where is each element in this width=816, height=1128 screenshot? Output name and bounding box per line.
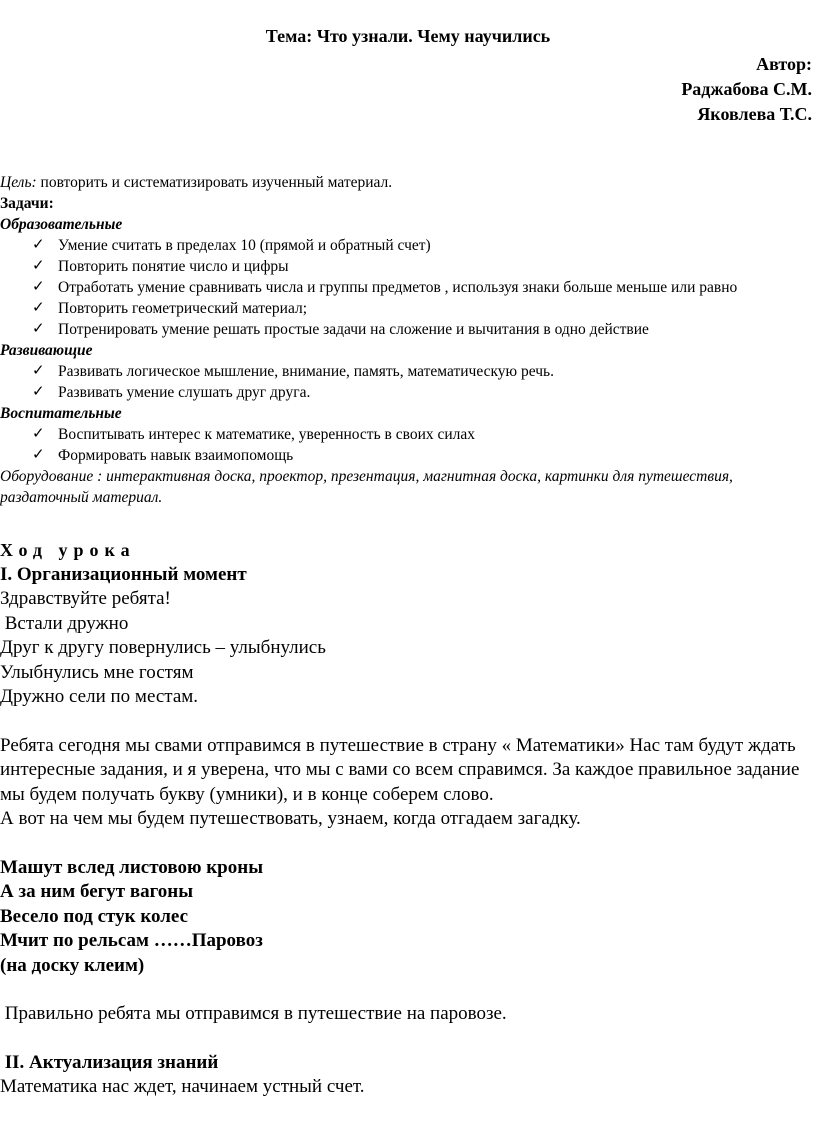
checkmark-icon: ✓: [32, 426, 45, 442]
greeting-line: Дружно сели по местам.: [0, 686, 199, 707]
list-item: ✓ Развивать умение слушать друг друга.: [32, 384, 311, 401]
part2-line: Математика нас ждет, начинаем устный счет.: [0, 1076, 365, 1097]
checkmark-icon: ✓: [32, 300, 45, 316]
developmental-task-list: [0, 361, 810, 403]
checkmark-icon: ✓: [32, 447, 45, 463]
greeting-line: Друг к другу повернулись – улыбнулись: [0, 637, 326, 658]
author-name: Раджабова С.М.: [681, 79, 812, 99]
part1-heading: I. Организационный момент: [0, 563, 247, 585]
riddle-line: Машут вслед листовою кроны: [0, 856, 264, 878]
intro-paragraph: Ребята сегодня мы свами отправимся в путешествие в страну « Математики» Нас там будут ждать интересные задания, и я уверена, что мы с вами со всем справимся. За каждое правильное задание мы будем получать букву (умники), и в конце соберем слово.: [0, 734, 800, 805]
goal-line: [0, 172, 810, 193]
section-heading-upbringing: Воспитательные: [0, 405, 122, 422]
lesson-title: Тема: Что узнали. Чему научились: [265, 26, 551, 46]
riddle-line: (на доску клеим): [0, 954, 145, 976]
list-item: ✓ Воспитывать интерес к математике, уверенность в своих силах: [32, 426, 476, 443]
riddle-line: Мчит по рельсам ……Паровоз: [0, 930, 263, 951]
section-heading-developmental: Развивающие: [0, 342, 93, 359]
list-item: ✓ Повторить понятие число и цифры: [32, 258, 289, 275]
list-item: ✓ Отработать умение сравнивать числа и группы предметов , используя знаки больше меньше или равно: [32, 279, 738, 296]
goal-text: повторить и систематизировать изученный материал.: [36, 174, 393, 191]
checkmark-icon: ✓: [32, 258, 45, 274]
checkmark-icon: ✓: [32, 237, 45, 253]
greeting-line: Улыбнулись мне гостям: [0, 661, 194, 683]
part2-heading: II. Актуализация знаний: [0, 1051, 219, 1073]
list-item: ✓ Формировать навык взаимопомощь: [32, 447, 294, 464]
educational-task-list: [0, 235, 810, 340]
greeting-line: Здравствуйте ребята!: [0, 588, 171, 609]
checkmark-icon: ✓: [32, 363, 45, 379]
author-label: Автор:: [756, 54, 812, 74]
riddle-intro: А вот на чем мы будем путешествовать, узнаем, когда отгадаем загадку.: [0, 808, 581, 829]
checkmark-icon: ✓: [32, 321, 45, 337]
lesson-body: [0, 538, 810, 1100]
section-heading-educational: Образовательные: [0, 216, 123, 233]
riddle-line: А за ним бегут вагоны: [0, 881, 194, 902]
lesson-heading: Ход урока: [0, 540, 136, 560]
list-item: ✓ Повторить геометрический материал;: [32, 300, 308, 317]
checkmark-icon: ✓: [32, 279, 45, 295]
equipment-text: Оборудование : интерактивная доска, проектор, презентация, магнитная доска, картинки для путешествия, раздаточный материал.: [0, 468, 733, 506]
goals-block: [0, 172, 810, 508]
checkmark-icon: ✓: [32, 384, 45, 400]
upbringing-task-list: [0, 424, 810, 466]
tasks-label: Задачи:: [0, 195, 54, 212]
list-item: ✓ Развивать логическое мышление, внимание, память, математическую речь.: [32, 363, 554, 380]
greeting-line: Встали дружно: [0, 612, 129, 634]
answer-line: Правильно ребята мы отправимся в путешествие на паровозе.: [0, 1003, 507, 1024]
riddle-line: Весело под стук колес: [0, 905, 189, 927]
author-block: [681, 52, 812, 127]
goal-label: Цель:: [0, 174, 37, 191]
list-item: ✓ Потренировать умение решать простые задачи на сложение и вычитания в одно действие: [32, 321, 649, 338]
list-item: ✓ Умение считать в пределах 10 (прямой и обратный счет): [32, 237, 431, 254]
author-name: Яковлева Т.С.: [697, 104, 812, 124]
